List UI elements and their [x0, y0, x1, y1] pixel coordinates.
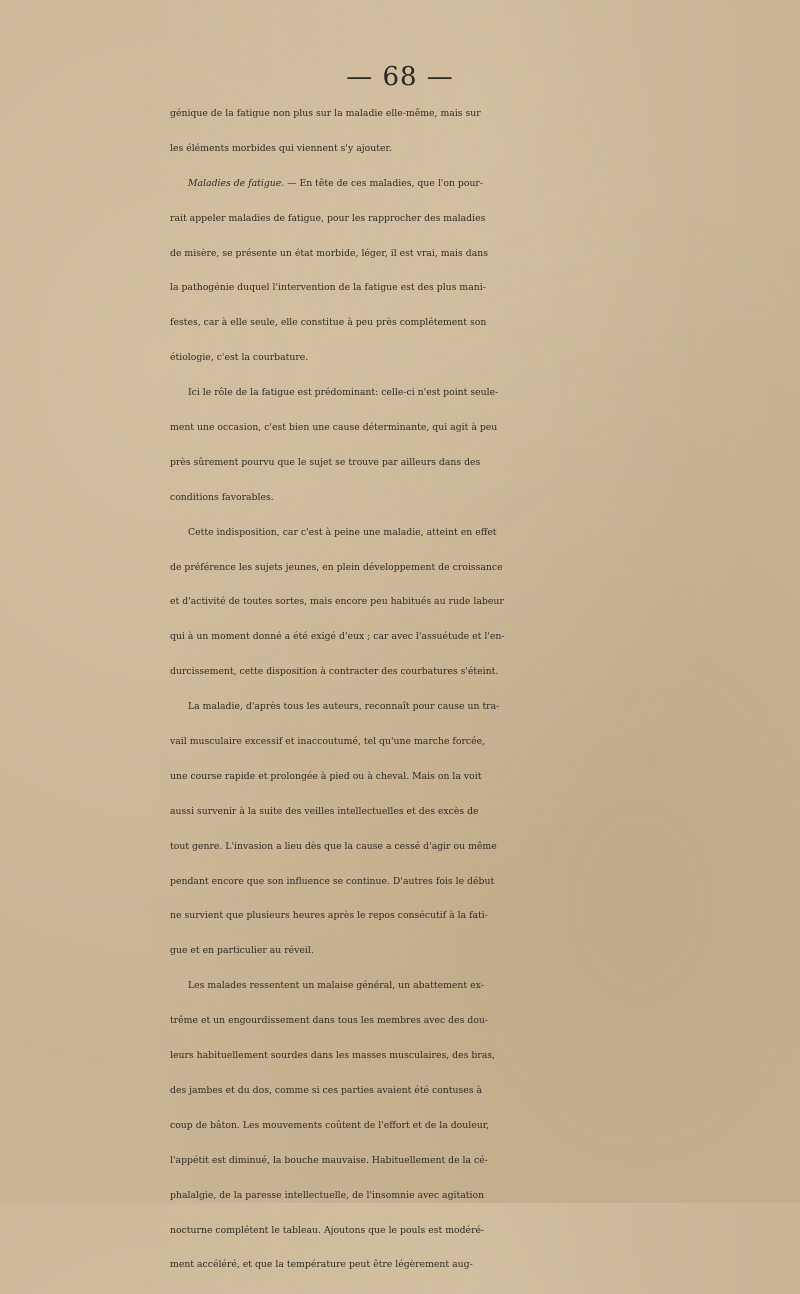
text-line — [170, 317, 800, 352]
line-text: ment accéléré, et que la température peut être légèrement aug- — [170, 1259, 473, 1271]
text-line — [170, 457, 800, 492]
line-text: coup de bâton. Les mouvements coûtent de l'effort et de la douleur, — [170, 1119, 490, 1131]
text-line — [170, 108, 800, 143]
line-text: Cette indisposition, car c'est à peine une maladie, atteint en effet — [188, 526, 497, 538]
line-text: une course rapide et prolongée à pied ou à cheval. Mais on la voit — [170, 770, 482, 782]
line-text: phalalgie, de la paresse intellectuelle, de l'insomnie avec agitation — [170, 1189, 485, 1201]
line-text: ne survient que plusieurs heures après le repos consécutif à la fati- — [170, 910, 488, 922]
text-line — [170, 1050, 800, 1085]
text-line — [170, 422, 800, 457]
text-line — [170, 1015, 800, 1050]
text-line — [170, 1190, 800, 1225]
line-text: des jambes et du dos, comme si ces parties avaient été contuses à — [170, 1084, 483, 1096]
text-line — [170, 1155, 800, 1190]
section-heading: Maladies de fatigue. — [188, 177, 285, 189]
text-line — [170, 248, 800, 283]
line-text: vail musculaire excessif et inaccoutumé, tel qu'une marche forcée, — [170, 736, 486, 748]
text-line — [170, 1120, 800, 1155]
text-line — [170, 876, 800, 911]
line-text: durcissement, cette disposition à contracter des courbatures s'éteint. — [170, 666, 499, 678]
line-text: trême et un engourdissement dans tous les membres avec des dou- — [170, 1015, 489, 1027]
text-line — [170, 1085, 800, 1120]
text-line — [170, 1259, 800, 1294]
line-text: de préférence les sujets jeunes, en plein développement de croissance — [170, 561, 503, 573]
line-text: leurs habituellement sourdes dans les masses musculaires, des bras, — [170, 1050, 496, 1062]
text-line — [170, 701, 800, 736]
text-line — [170, 596, 800, 631]
text-line — [170, 736, 800, 771]
line-text: conditions favorables. — [170, 491, 274, 503]
text-line — [170, 806, 800, 841]
text-line — [170, 910, 800, 945]
line-text: — En tête de ces maladies, que l'on pour- — [284, 177, 484, 189]
text-line — [170, 143, 800, 178]
text-line — [170, 527, 800, 562]
line-text: ment une occasion, c'est bien une cause déterminante, qui agit à peu — [170, 422, 498, 434]
line-text: qui à un moment donné a été exigé d'eux ; car avec l'assuétude et l'en- — [170, 631, 505, 643]
line-text: aussi survenir à la suite des veilles intellectuelles et des excès de — [170, 805, 479, 817]
text-line — [170, 562, 800, 597]
line-text: l'appétit est diminué, la bouche mauvaise. Habituellement de la cé- — [170, 1154, 488, 1166]
line-text: Ici le rôle de la fatigue est prédominant: celle-ci n'est point seule- — [188, 387, 499, 399]
line-text: tout genre. L'invasion a lieu dès que la cause a cessé d'agir ou même — [170, 840, 497, 852]
line-text: La maladie, d'après tous les auteurs, reconnaît pour cause un tra- — [188, 701, 500, 713]
text-line — [170, 945, 800, 980]
text-line — [170, 178, 800, 213]
text-line — [170, 666, 800, 701]
text-line — [170, 1225, 800, 1260]
line-text: Les malades ressentent un malaise général, un abattement ex- — [188, 980, 484, 992]
line-text: nocturne complétent le tableau. Ajoutons que le pouls est modéré- — [170, 1224, 485, 1236]
body-text — [170, 108, 800, 1294]
line-text: festes, car à elle seule, elle constitue à peu près complétement son — [170, 317, 487, 329]
text-line — [170, 492, 800, 527]
line-text: génique de la fatigue non plus sur la maladie elle-même, mais sur — [170, 108, 481, 119]
line-text: de misère, se présente un état morbide, léger, il est vrai, mais dans — [170, 247, 489, 259]
line-text: les éléments morbides qui viennent s'y ajouter. — [170, 142, 392, 154]
line-text: et d'activité de toutes sortes, mais encore peu habitués au rude labeur — [170, 596, 504, 608]
text-line — [170, 387, 800, 422]
line-text: rait appeler maladies de fatigue, pour les rapprocher des maladies — [170, 212, 486, 224]
page-number: — 68 — — [346, 62, 454, 92]
text-line — [170, 631, 800, 666]
text-line — [170, 213, 800, 248]
line-text: gue et en particulier au réveil. — [170, 945, 314, 957]
line-text: étiologie, c'est la courbature. — [170, 352, 309, 364]
text-line — [170, 841, 800, 876]
text-line — [170, 352, 800, 387]
text-line — [170, 980, 800, 1015]
line-text: pendant encore que son influence se continue. D'autres fois le début — [170, 875, 495, 887]
text-line — [170, 771, 800, 806]
line-text: la pathogénie duquel l'intervention de la fatigue est des plus mani- — [170, 282, 486, 294]
line-text: près sûrement pourvu que le sujet se trouve par ailleurs dans des — [170, 456, 481, 468]
text-line — [170, 282, 800, 317]
